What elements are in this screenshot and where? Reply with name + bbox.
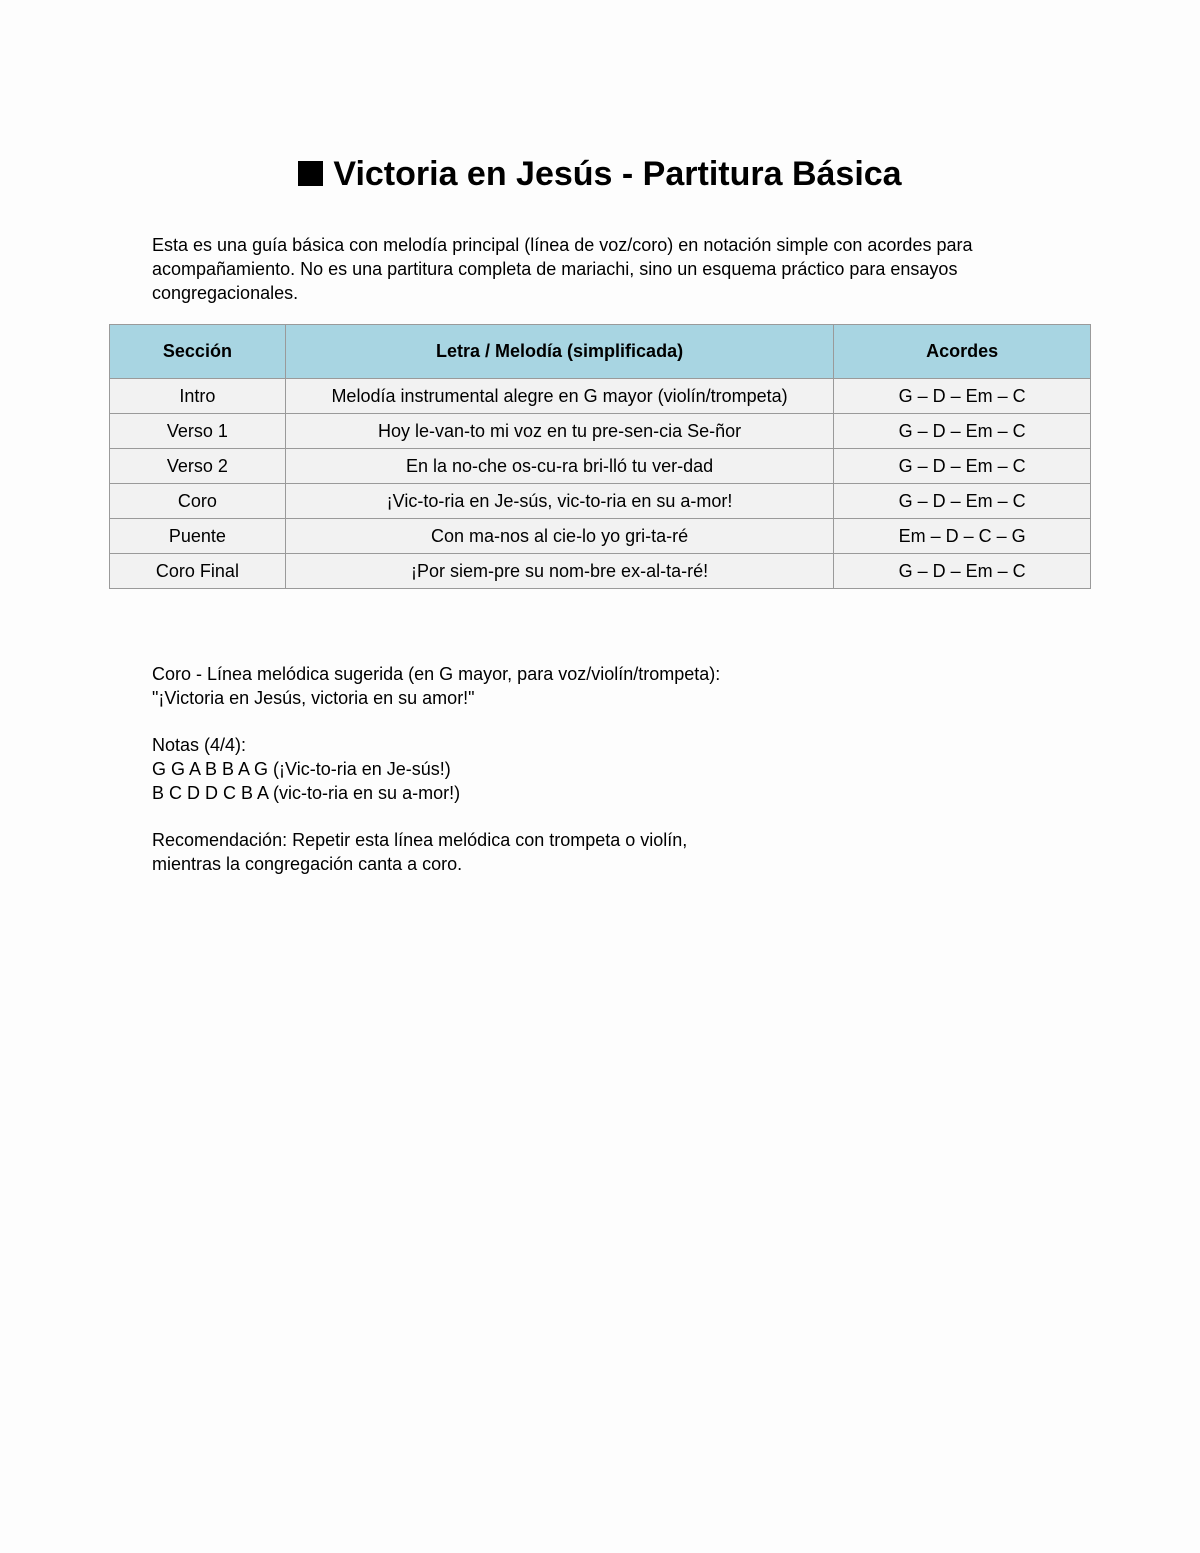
chord-guide-table: [109, 324, 1091, 589]
table-row: [110, 554, 1091, 589]
cell-section: Coro: [110, 484, 286, 519]
cell-chords: G – D – Em – C: [834, 554, 1091, 589]
table-row: [110, 484, 1091, 519]
cell-section: Coro Final: [110, 554, 286, 589]
notes-line-2: B C D D C B A (vic-to-ria en su a-mor!): [152, 783, 461, 803]
table-row: [110, 379, 1091, 414]
cell-lyrics: Hoy le-van-to mi voz en tu pre-sen-cia Se-ñor: [285, 414, 833, 449]
melody-quote: "¡Victoria en Jesús, victoria en su amor!": [152, 688, 475, 708]
notes-label: Notas (4/4):: [152, 735, 247, 755]
melody-heading: Coro - Línea melódica sugerida (en G mayor, para voz/violín/trompeta):: [152, 664, 721, 684]
cell-chords: G – D – Em – C: [834, 379, 1091, 414]
intro-paragraph: Esta es una guía básica con melodía principal (línea de voz/coro) en notación simple con acordes para acompañamiento. No es una partitura completa de mariachi, sino un esquema práctico para ensayos congregacionales.: [152, 235, 973, 303]
cell-lyrics: ¡Vic-to-ria en Je-sús, vic-to-ria en su a-mor!: [285, 484, 833, 519]
cell-chords: G – D – Em – C: [834, 449, 1091, 484]
page-title: [0, 152, 1200, 196]
cell-lyrics: Con ma-nos al cie-lo yo gri-ta-ré: [285, 519, 833, 554]
cell-section: Verso 2: [110, 449, 286, 484]
header-section: Sección: [110, 325, 286, 379]
recommendation-line-1: Recomendación: Repetir esta línea melódica con trompeta o violín,: [152, 830, 688, 850]
black-square-icon: [298, 161, 323, 186]
cell-section: Puente: [110, 519, 286, 554]
page-title-text: Victoria en Jesús - Partitura Básica: [333, 155, 902, 193]
notes-line-1: G G A B B A G (¡Vic-to-ria en Je-sús!): [152, 759, 451, 779]
cell-section: Intro: [110, 379, 286, 414]
table-row: [110, 519, 1091, 554]
table-row: [110, 414, 1091, 449]
cell-section: Verso 1: [110, 414, 286, 449]
table-row: [110, 449, 1091, 484]
recommendation-line-2: mientras la congregación canta a coro.: [152, 854, 463, 874]
cell-chords: Em – D – C – G: [834, 519, 1091, 554]
cell-lyrics: ¡Por siem-pre su nom-bre ex-al-ta-ré!: [285, 554, 833, 589]
cell-lyrics: En la no-che os-cu-ra bri-lló tu ver-dad: [285, 449, 833, 484]
cell-chords: G – D – Em – C: [834, 414, 1091, 449]
header-chords: Acordes: [834, 325, 1091, 379]
table-header-row: [110, 325, 1091, 379]
header-lyrics-melody: Letra / Melodía (simplificada): [285, 325, 833, 379]
cell-lyrics: Melodía instrumental alegre en G mayor (violín/trompeta): [285, 379, 833, 414]
cell-chords: G – D – Em – C: [834, 484, 1091, 519]
melody-section: [152, 662, 1052, 876]
